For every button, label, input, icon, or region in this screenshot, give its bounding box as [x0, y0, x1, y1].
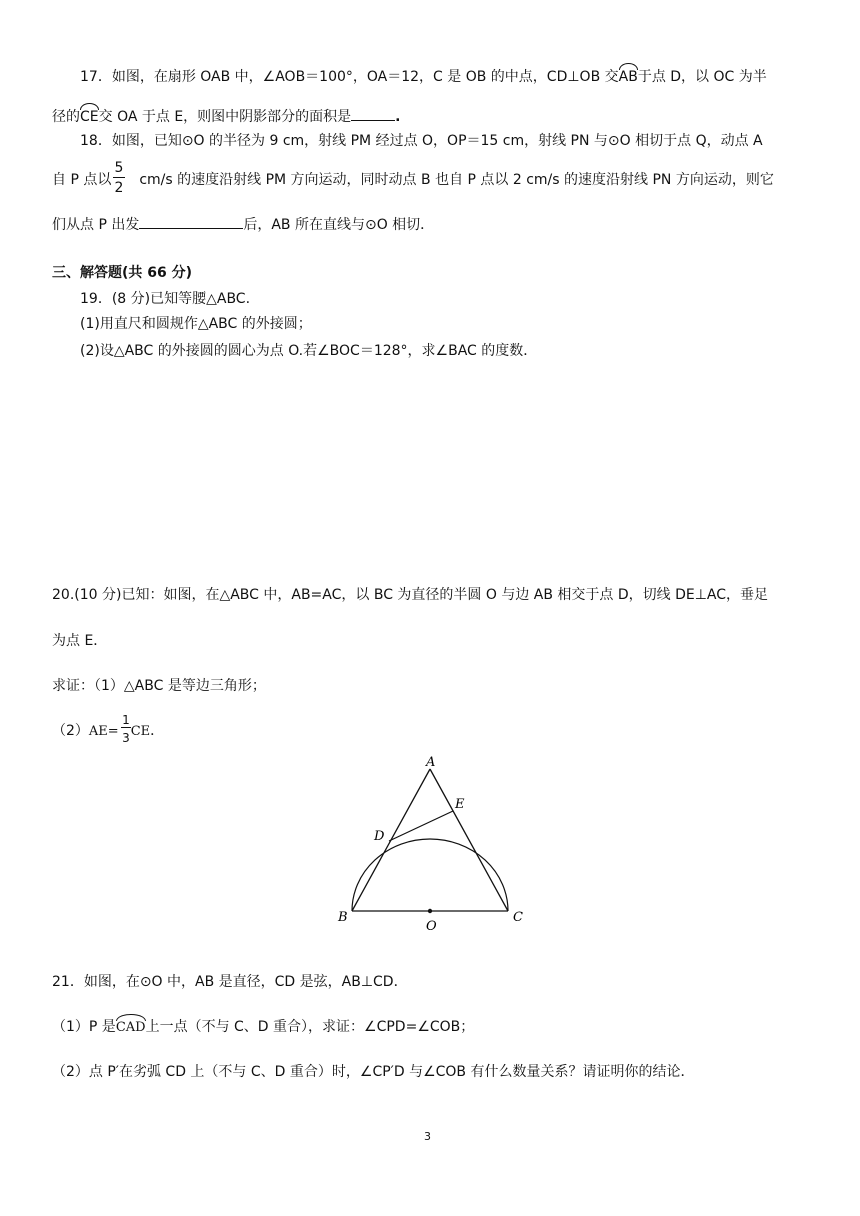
- label-c: C: [513, 910, 523, 925]
- q21-text-2a: （1）P 是: [52, 1019, 116, 1035]
- arc-ab: AB: [618, 69, 638, 85]
- label-d: D: [374, 829, 385, 844]
- q17-text-c: 径的: [52, 109, 80, 125]
- label-b: B: [338, 910, 348, 925]
- q18-frac-den: 2: [114, 180, 124, 196]
- q18-line3: [52, 213, 434, 235]
- q17-end: .: [395, 109, 401, 125]
- q20-text-4a: （2）: [52, 723, 89, 739]
- q18-line2: [52, 170, 774, 190]
- q21-line1: 21．如图，在⊙O 中，AB 是直径，CD 是弦，AB⊥CD．: [52, 974, 408, 990]
- q20-line1: 20.(10 分)已知：如图，在△ABC 中，AB=AC，以 BC 为直径的半圆 O 与边 AB 相交于点 D，切线 DE⊥AC，垂足: [52, 587, 769, 603]
- semicircle-arc: [352, 839, 508, 911]
- arc-ce: CE: [80, 109, 99, 125]
- q20-fraction: [121, 712, 131, 746]
- q17-text-d: 交 OA 于点 E，则图中阴影部分的面积是: [98, 109, 352, 125]
- q20-line4: [52, 721, 164, 742]
- q21-line2: [52, 1017, 474, 1038]
- q18-text-3b: 后，AB 所在直线与⊙O 相切．: [243, 217, 435, 233]
- q18-text-2b: cm/s 的速度沿射线 PM 方向运动，同时动点 B 也自 P 点以 2 cm/s 的速度沿射线 PN 方向运动，则它: [139, 172, 774, 188]
- q17-line1: [80, 67, 767, 87]
- triangle-semicircle-figure: [332, 754, 532, 934]
- q18-line1: [80, 131, 763, 151]
- q17-line2: [52, 105, 401, 127]
- section-title: 三、解答题(共 66 分): [52, 265, 193, 281]
- q17-answer-blank[interactable]: [351, 105, 395, 121]
- q18-text-3a: 们从点 P 出发: [52, 217, 140, 233]
- q19-line2: (1)用直尺和圆规作△ABC 的外接圆；: [80, 316, 312, 332]
- q20-line3: 求证：（1）△ABC 是等边三角形；: [52, 678, 266, 694]
- q21-text-2b: 上一点（不与 C、D 重合），求证：∠CPD=∠COB；: [145, 1019, 475, 1035]
- q17-text-b: 于点 D，以 OC 为半: [637, 69, 767, 85]
- page-number: 3: [424, 1130, 431, 1143]
- center-point-o: [428, 909, 432, 913]
- q19-line1: 19．(8 分)已知等腰△ABC.: [80, 291, 251, 307]
- q18-frac-num: 5: [114, 160, 124, 176]
- q20-formula-left: AE=: [88, 724, 119, 739]
- label-a: A: [426, 755, 436, 770]
- q20-frac-den: 3: [122, 731, 130, 745]
- q20-formula-right: CE: [130, 724, 151, 739]
- q17-text-a: 17．如图，在扇形 OAB 中，∠AOB＝100°，OA＝12，C 是 OB 的中点，CD⊥OB 交: [80, 69, 619, 85]
- label-e: E: [455, 797, 465, 812]
- q20-line2: 为点 E．: [52, 633, 108, 649]
- q20-frac-num: 1: [122, 713, 130, 727]
- q20-frac-bar: [121, 727, 131, 728]
- arc-cad: CAD: [116, 1018, 146, 1038]
- q20-text-4end: ．: [150, 723, 165, 739]
- q19-line3: (2)设△ABC 的外接圆的圆心为点 O.若∠BOC＝128°，求∠BAC 的度数．: [80, 343, 538, 359]
- q18-text-2a: 自 P 点以: [52, 172, 112, 188]
- q21-line3: （2）点 P′在劣弧 CD 上（不与 C、D 重合）时，∠CP′D 与∠COB 有什么数量关系？请证明你的结论．: [52, 1064, 695, 1080]
- label-o: O: [426, 919, 437, 934]
- q18-text-1: 18．如图，已知⊙O 的半径为 9 cm，射线 PM 经过点 O，OP＝15 cm，射线 PN 与⊙O 相切于点 Q，动点 A: [80, 133, 763, 149]
- q18-answer-blank[interactable]: [139, 213, 243, 229]
